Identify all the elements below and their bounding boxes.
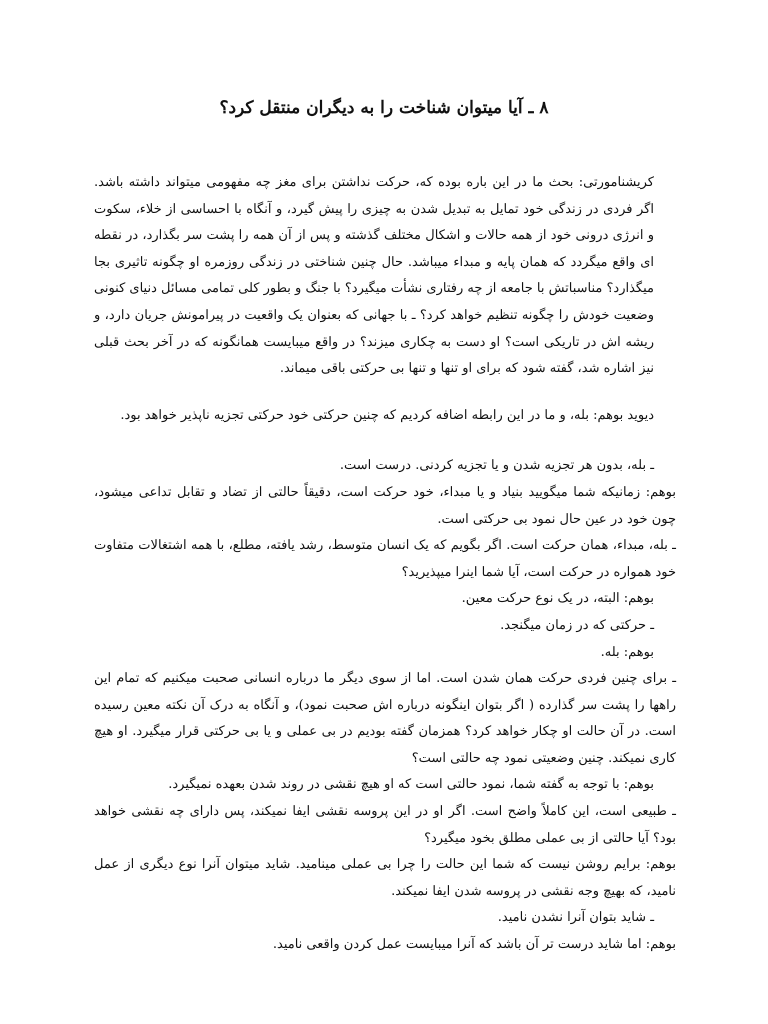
paragraph: بوهم: اما شاید درست تر آن باشد که آنرا میبایست عمل کردن واقعی نامید. xyxy=(272,937,676,953)
paragraph: ـ طبیعی است، این کاملاً واضح است. اگر او در این پروسه نقشی ایفا نمیکند، پس دارای چه نقشی خواهد بود؟ آیا حالتی از بی عملی مطلق بخود میگیرد؟ xyxy=(94,804,676,846)
paragraph: ـ برای چنین فردی حرکت همان شدن است. اما از سوی دیگر ما درباره انسانی صحبت میکنیم که تمام این راهها را پشت سر گذارده ( اگر بتوان اینگونه درباره اش صحبت نمود)، و آنگاه به درک آن نکته معین رسیده است. در آن حالت او چکار خواهد کرد؟ همزمان گفته بودیم در بی عملی و یا بی حرکتی قرار میگیرد. او هیچ کاری نمیکند. چنین وضعیتی نمود چه حالتی است؟ xyxy=(94,671,676,766)
chapter-title: ۸ ـ آیا میتوان شناخت را به دیگران منتقل کرد؟ xyxy=(219,98,549,118)
paragraph: بوهم: برایم روشن نیست که شما این حالت را چرا بی عملی مینامید. شاید میتوان آنرا نوع دیگری از عمل نامید، که بهیچ وجه نقشی در پروسه شدن ایفا نمیکند. xyxy=(94,857,676,899)
paragraph: بوهم: البته، در یک نوع حرکت معین. xyxy=(461,591,654,607)
paragraph: ـ حرکتی که در زمان میگنجد. xyxy=(500,617,654,633)
paragraph: ـ شاید بتوان آنرا نشدن نامید. xyxy=(497,910,654,926)
paragraph: بوهم: زمانیکه شما میگویید بنیاد و یا مبداء، خود حرکت است، دقیقاً حالتی از تضاد و تقابل تداعی میشود، چون خود در عین حال نمود بی حرکتی است. xyxy=(94,484,676,527)
paragraph: ـ بله، مبداء، همان حرکت است. اگر بگویم که یک انسان متوسط، رشد یافته، مطلع، با همه اشتغالات متفاوت خود همواره در حرکت است، آیا شما اینرا میپذیرید؟ xyxy=(94,538,676,580)
document-body xyxy=(94,170,676,959)
paragraph: دیوید بوهم: بله، و ما در این رابطه اضافه کردیم که چنین حرکتی خود حرکتی تجزیه ناپذیر خواهد بود. xyxy=(120,407,654,423)
paragraph: بوهم: بله. xyxy=(600,644,654,660)
paragraph: بوهم: با توجه به گفته شما، نمود حالتی است که او هیچ نقشی در روند شدن بعهده نمیگیرد. xyxy=(168,777,654,793)
paragraph: کریشنامورتی: بحث ما در این باره بوده که، حرکت نداشتن برای مغز چه مفهومی میتواند داشته باشد. اگر فردی در زندگی خود تمایل به تبدیل شدن به چیزی را پیش گیرد، و آنگاه با احساسی از خلاء، سکوت و انرژی درونی خود از همه حالات و اشکال مختلف گذشته و پس از آن همه را پشت سر بگذارد، در نقطه ای واقع میگردد که همان پایه و مبداء میباشد. حال چنین شناختی در زندگی روزمره او چگونه تاثیری بجا میگذارد؟ مناسباتش با جامعه از چه رفتاری نشأت میگیرد؟ با جنگ و بطور کلی تمامی مسائل دنیای کنونی وضعیت خودش را چگونه تنظیم خواهد کرد؟ ـ با جهانی که بعنوان یک واقعیت در پیرامونش جریان دارد، و ریشه اش در تاریکی است؟ او دست به چکاری میزند؟ در واقع میبایست همانگونه که در آخر بحث قبلی نیز اشاره شد، گفته شود که برای او تنها و تنها بی حرکتی باقی میماند. xyxy=(94,175,654,377)
paragraph: ـ بله، بدون هر تجزیه شدن و یا تجزیه کردنی. درست است. xyxy=(339,458,654,474)
